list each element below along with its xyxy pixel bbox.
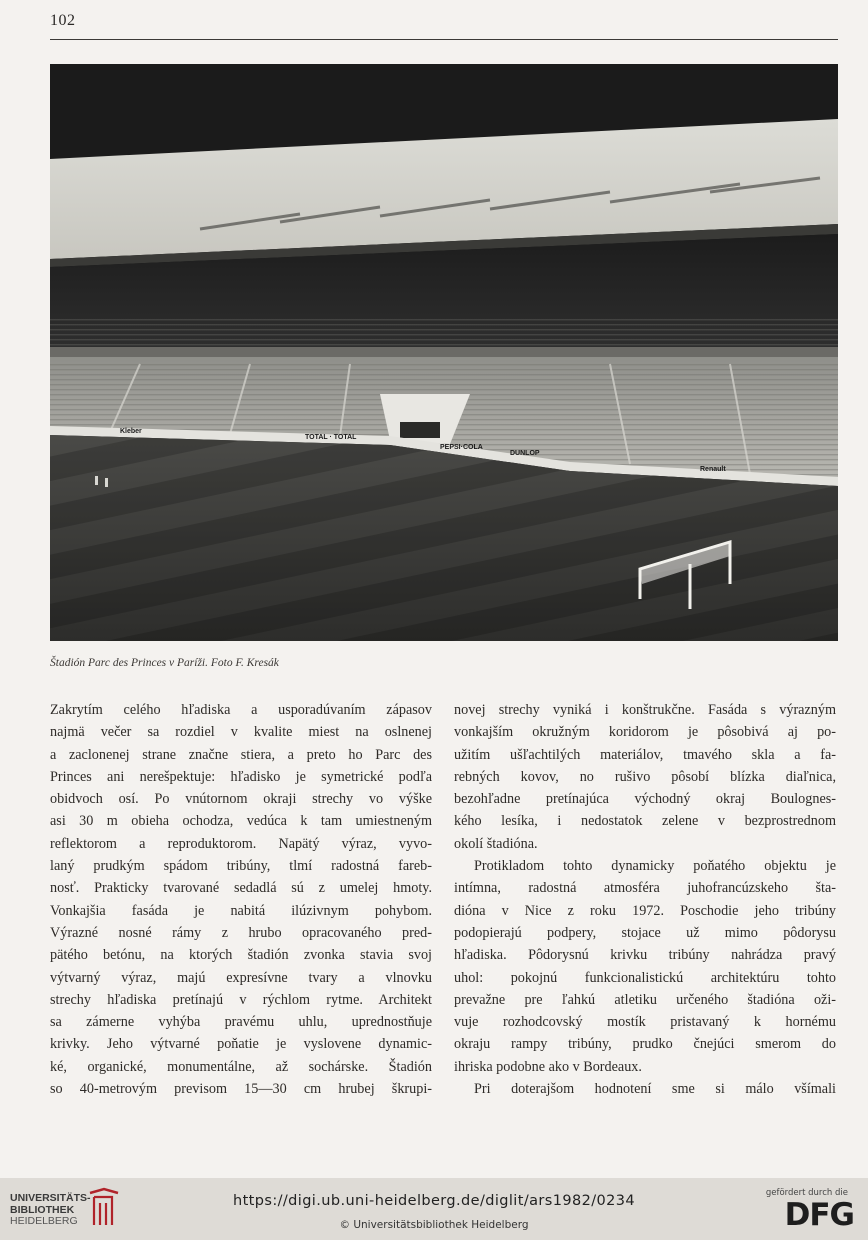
text-line: prevažne pre ľahkú atletiku určeného štadióna oži- (454, 991, 836, 1008)
text-line: Protikladom tohto dynamicky poňatého objektu je (474, 858, 836, 875)
text-line: asi 30 m obieha ochodza, vedúca k tam umiestneným (50, 813, 432, 830)
text-line: ké, organické, monumentálne, až sochárske. Štadión (50, 1058, 432, 1075)
text-line: užitím ušľachtilých materiálov, tmavého skla a fa- (454, 746, 836, 763)
dfg-logo: DFG (784, 1197, 854, 1233)
text-line: výtvarný výraz, majú expresívne tvary a vlnovku (50, 969, 432, 986)
text-line: novej strechy vyniká i konštrukčne. Fasáda s výrazným (454, 702, 836, 718)
ad-pepsi: PEPSI·COLA (440, 444, 483, 451)
text-line: vuje rozhodcovský mostík pristavaný k hornému (454, 1014, 836, 1031)
text-line: Výrazné nosné rámy z hrubo opracovaného pred- (50, 924, 432, 941)
text-line: intímna, radostná atmosféra juhofrancúzskeho šta- (454, 880, 836, 897)
copyright-notice: © Universitätsbibliothek Heidelberg (339, 1219, 529, 1231)
text-line: reflektorom a reproduktorom. Napätý výraz, vyvo- (50, 835, 432, 852)
library-footer (0, 1178, 868, 1240)
text-line: kého lesíka, i nedostatok zelene v bezprostrednom (454, 813, 836, 830)
ad-total: TOTAL · TOTAL (305, 434, 357, 441)
ad-dunlop: DUNLOP (510, 450, 540, 457)
text-line: nosť. Prakticky tvarované sedadlá sú z umelej hmoty. (50, 880, 432, 897)
text-line: krivky. Jeho výtvarné poňatie je vyslovene dynamic- (50, 1036, 432, 1053)
text-line: okolí štadióna. (454, 835, 538, 852)
text-line: Vonkajšia fasáda je nabitá ilúzivnym pohybom. (50, 902, 432, 919)
source-url-link[interactable]: https://digi.ub.uni-heidelberg.de/diglit/ars1982/0234 (233, 1193, 635, 1209)
header-rule (50, 39, 838, 40)
stadium-photo (50, 64, 838, 641)
text-line: podopierajú podpery, stojace už mimo pôdorysu (454, 924, 836, 941)
text-line: rebných kovov, no rušivo pôsobí blízka diaľnica, (454, 768, 836, 785)
text-line: ihriska podobne ako v Bordeaux. (454, 1058, 642, 1075)
text-line: laný prudkým spádom tribúny, tlmí radostná fareb- (50, 858, 432, 875)
text-line: a zaclonenej strane značne stiera, a preto ho Parc des (50, 746, 432, 763)
text-line: uhol: pokojnú funkcionalistickú architektúru tohto (454, 969, 836, 986)
body-column-left (50, 699, 432, 1100)
text-line: vonkajším okružným koridorom je pôsobivá aj po- (454, 724, 836, 741)
text-line: dióna v Nice z roku 1972. Poschodie jeho tribúny (454, 902, 836, 919)
page-number: 102 (50, 12, 76, 29)
text-line: bezohľadne pretínajúca východný okraj Boulognes- (454, 791, 836, 808)
text-line: Zakrytím celého hľadiska a usporadúvaním zápasov (50, 702, 432, 718)
photo-caption: Štadión Parc des Princes v Paríži. Foto F. Kresák (50, 657, 279, 669)
text-line: Princes ani nerešpektuje: hľadisko je symetrické podľa (50, 768, 432, 785)
university-library-name: UNIVERSITÄTS- BIBLIOTHEK HEIDELBERG (10, 1192, 91, 1227)
text-line: hľadiska. Pôdorysnú krivku tribúny nahrádza pravý (454, 947, 836, 964)
ad-kleber: Kleber (120, 428, 142, 435)
body-column-right (454, 699, 836, 1100)
text-line: Pri doterajšom hodnotení sme si málo všímali (474, 1081, 836, 1098)
text-line: so 40-metrovým previsom 15—30 cm hrubej škrupi- (50, 1081, 432, 1098)
ad-renault: Renault (700, 466, 726, 473)
text-line: sa zámerne vyhýba pravému uhlu, uprednostňuje (50, 1014, 432, 1031)
text-line: najmä večer sa rozdiel v kvalite miest na oslnenej (50, 724, 432, 741)
text-line: okraju rampy tribúny, prudko čnejúci smerom do (454, 1036, 836, 1053)
text-line: obidvoch osí. Po vnútornom okraji strechy vo výške (50, 791, 432, 808)
dfg-funding-note: gefördert durch die (765, 1188, 848, 1198)
text-line: pätého betónu, na ktorých štadión zvonka stavia svoj (50, 947, 432, 964)
text-line: strechy hľadiska pretínajú v rýchlom rytme. Architekt (50, 991, 432, 1008)
